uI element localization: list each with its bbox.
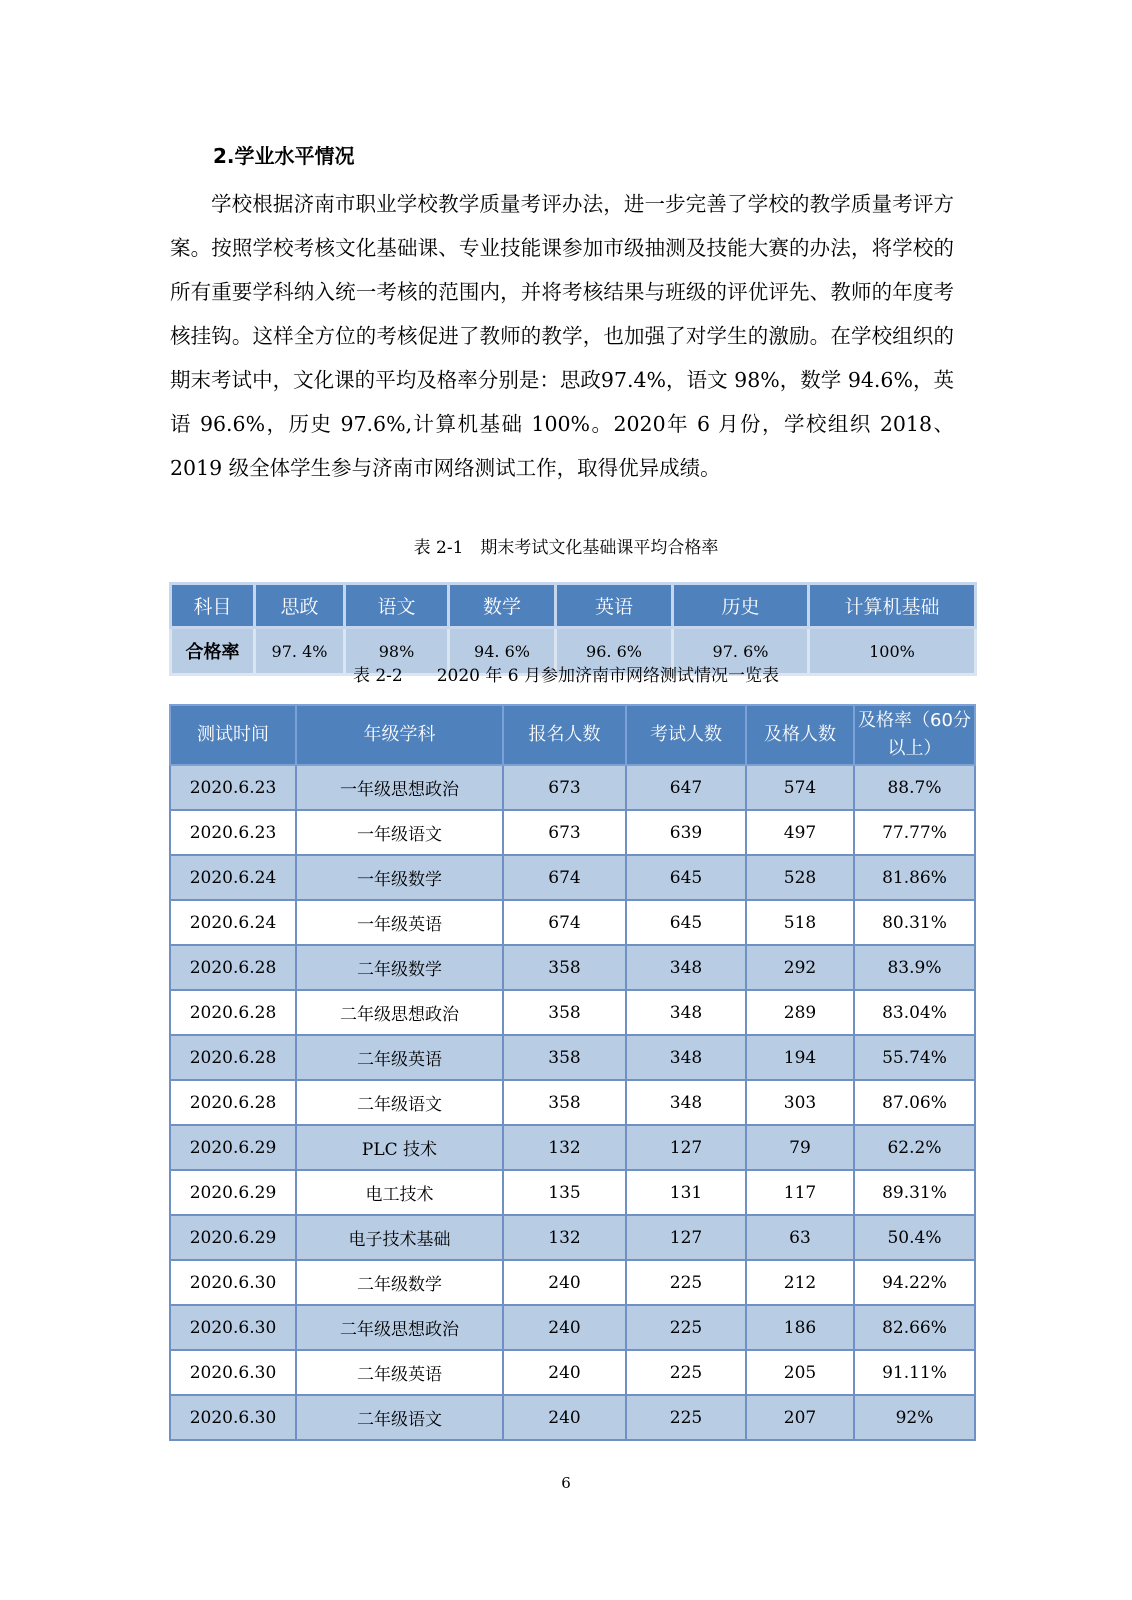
table-cell: 二年级语文 <box>296 1080 503 1125</box>
table-cell: 225 <box>626 1305 746 1350</box>
table-cell: 348 <box>626 1035 746 1080</box>
table-cell: 83.04% <box>854 990 975 1035</box>
table-cell: 63 <box>746 1215 854 1260</box>
table-row <box>170 900 975 945</box>
table-cell: 一年级思想政治 <box>296 765 503 810</box>
table-row <box>170 945 975 990</box>
table1-caption: 表 2-1 期末考试文化基础课平均合格率 <box>413 538 719 558</box>
table-cell: 50.4% <box>854 1215 975 1260</box>
table-cell: 289 <box>746 990 854 1035</box>
table-cell: 一年级数学 <box>296 855 503 900</box>
table-row <box>170 1080 975 1125</box>
table-cell: 348 <box>626 945 746 990</box>
table-cell: 497 <box>746 810 854 855</box>
table-cell: PLC 技术 <box>296 1125 503 1170</box>
table2-header-cell: 及格人数 <box>746 705 854 765</box>
table1-header-cell: 语文 <box>345 584 449 628</box>
table-cell: 135 <box>503 1170 626 1215</box>
table-cell: 2020.6.28 <box>170 990 296 1035</box>
table-cell: 2020.6.28 <box>170 945 296 990</box>
table-cell: 二年级数学 <box>296 945 503 990</box>
table-cell: 348 <box>626 990 746 1035</box>
table2-caption: 表 2-2 2020 年 6 月参加济南市网络测试情况一览表 <box>352 666 780 686</box>
table-cell: 2020.6.29 <box>170 1125 296 1170</box>
table-cell: 91.11% <box>854 1350 975 1395</box>
table-row <box>170 1395 975 1440</box>
section-heading: 2.学业水平情况 <box>213 144 355 168</box>
table-cell: 80.31% <box>854 900 975 945</box>
table-cell: 83.9% <box>854 945 975 990</box>
table-cell: 2020.6.23 <box>170 810 296 855</box>
table-cell: 55.74% <box>854 1035 975 1080</box>
table-cell: 528 <box>746 855 854 900</box>
page-number: 6 <box>561 1474 571 1492</box>
table2-header-cell: 考试人数 <box>626 705 746 765</box>
table-cell: 132 <box>503 1125 626 1170</box>
table1-header-cell: 英语 <box>556 584 673 628</box>
table-cell: 电工技术 <box>296 1170 503 1215</box>
table-cell: 358 <box>503 1080 626 1125</box>
table2-header-cell: 报名人数 <box>503 705 626 765</box>
body-paragraph: 学校根据济南市职业学校教学质量考评办法，进一步完善了学校的教学质量考评方案。按照学校考核文化基础课、专业技能课参加市级抽测及技能大赛的办法，将学校的所有重要学科纳入统一考核的范围内，并将考核结果与班级的评优评先、教师的年度考核挂钩。这样全方位的考核促进了教师的教学，也加强了对学生的激励。在学校组织的期末考试中，文化课的平均及格率分别是：思政97.4%，语文 98%，数学 94.6%，英语 96.6%，历史 97.6%,计算机基础 100%。2020年 6 月份，学校组织 2018、2019 级全体学生参与济南市网络测试工作，取得优异成绩。 <box>170 192 954 480</box>
table-cell: 一年级英语 <box>296 900 503 945</box>
table-cell: 225 <box>626 1395 746 1440</box>
table-row <box>170 1350 975 1395</box>
table-cell: 240 <box>503 1260 626 1305</box>
table-cell: 674 <box>503 855 626 900</box>
table-row <box>170 1035 975 1080</box>
table-cell: 92% <box>854 1395 975 1440</box>
table-cell: 89.31% <box>854 1170 975 1215</box>
table1-cell: 94. 6% <box>449 628 556 675</box>
table-cell: 2020.6.29 <box>170 1170 296 1215</box>
table-cell: 2020.6.28 <box>170 1035 296 1080</box>
table-cell: 二年级思想政治 <box>296 1305 503 1350</box>
table-cell: 358 <box>503 990 626 1035</box>
pass-rate-table <box>169 582 977 676</box>
table-row <box>170 1170 975 1215</box>
table2-header-cell: 年级学科 <box>296 705 503 765</box>
table1-header-cell: 科目 <box>171 584 255 628</box>
table-row <box>170 1305 975 1350</box>
table-cell: 212 <box>746 1260 854 1305</box>
table-cell: 2020.6.30 <box>170 1305 296 1350</box>
table-cell: 225 <box>626 1350 746 1395</box>
table1-cell: 100% <box>809 628 976 675</box>
table1-cell: 96. 6% <box>556 628 673 675</box>
table1-header-cell: 思政 <box>255 584 345 628</box>
table-cell: 132 <box>503 1215 626 1260</box>
table1-header-cell: 数学 <box>449 584 556 628</box>
table-row <box>170 1215 975 1260</box>
table-cell: 645 <box>626 900 746 945</box>
table-cell: 二年级英语 <box>296 1035 503 1080</box>
table2-header-cell: 测试时间 <box>170 705 296 765</box>
table2-body <box>170 765 975 1440</box>
table-cell: 131 <box>626 1170 746 1215</box>
table1-cell: 97. 4% <box>255 628 345 675</box>
table-row <box>170 855 975 900</box>
table-cell: 电子技术基础 <box>296 1215 503 1260</box>
table-cell: 一年级语文 <box>296 810 503 855</box>
table-cell: 127 <box>626 1125 746 1170</box>
table-cell: 77.77% <box>854 810 975 855</box>
table-cell: 二年级思想政治 <box>296 990 503 1035</box>
table-cell: 240 <box>503 1305 626 1350</box>
table-row <box>170 765 975 810</box>
table1-cell: 98% <box>345 628 449 675</box>
table-cell: 225 <box>626 1260 746 1305</box>
table2-header-cell: 及格率（60分以上） <box>854 705 975 765</box>
table2-header-row <box>170 705 975 765</box>
table-cell: 647 <box>626 765 746 810</box>
table-cell: 207 <box>746 1395 854 1440</box>
table-cell: 87.06% <box>854 1080 975 1125</box>
network-test-table <box>169 704 976 1441</box>
table-cell: 348 <box>626 1080 746 1125</box>
table-row <box>170 1125 975 1170</box>
table-row <box>170 1260 975 1305</box>
table-cell: 88.7% <box>854 765 975 810</box>
table-cell: 79 <box>746 1125 854 1170</box>
table-cell: 二年级数学 <box>296 1260 503 1305</box>
table-cell: 240 <box>503 1350 626 1395</box>
table-cell: 二年级英语 <box>296 1350 503 1395</box>
table-cell: 94.22% <box>854 1260 975 1305</box>
table-cell: 2020.6.28 <box>170 1080 296 1125</box>
table-cell: 673 <box>503 765 626 810</box>
table-cell: 2020.6.30 <box>170 1350 296 1395</box>
table-cell: 186 <box>746 1305 854 1350</box>
table-cell: 81.86% <box>854 855 975 900</box>
table-cell: 518 <box>746 900 854 945</box>
table-row <box>170 810 975 855</box>
table-cell: 645 <box>626 855 746 900</box>
table1-header-cell: 历史 <box>673 584 809 628</box>
table-cell: 2020.6.30 <box>170 1395 296 1440</box>
table-cell: 2020.6.30 <box>170 1260 296 1305</box>
table-cell: 358 <box>503 1035 626 1080</box>
table-cell: 240 <box>503 1395 626 1440</box>
table-cell: 639 <box>626 810 746 855</box>
table-cell: 2020.6.23 <box>170 765 296 810</box>
table-cell: 574 <box>746 765 854 810</box>
table-cell: 292 <box>746 945 854 990</box>
table1-cell: 97. 6% <box>673 628 809 675</box>
table-row <box>170 990 975 1035</box>
table-cell: 2020.6.24 <box>170 900 296 945</box>
table-cell: 2020.6.29 <box>170 1215 296 1260</box>
table-cell: 303 <box>746 1080 854 1125</box>
table-cell: 674 <box>503 900 626 945</box>
table1-header-cell: 计算机基础 <box>809 584 976 628</box>
table-cell: 二年级语文 <box>296 1395 503 1440</box>
table-cell: 358 <box>503 945 626 990</box>
table-cell: 127 <box>626 1215 746 1260</box>
table1-header-row <box>171 584 976 628</box>
table-cell: 673 <box>503 810 626 855</box>
table-cell: 194 <box>746 1035 854 1080</box>
table-cell: 2020.6.24 <box>170 855 296 900</box>
table-cell: 205 <box>746 1350 854 1395</box>
table-cell: 82.66% <box>854 1305 975 1350</box>
table-cell: 117 <box>746 1170 854 1215</box>
table1-row-label: 合格率 <box>171 628 255 675</box>
table-cell: 62.2% <box>854 1125 975 1170</box>
